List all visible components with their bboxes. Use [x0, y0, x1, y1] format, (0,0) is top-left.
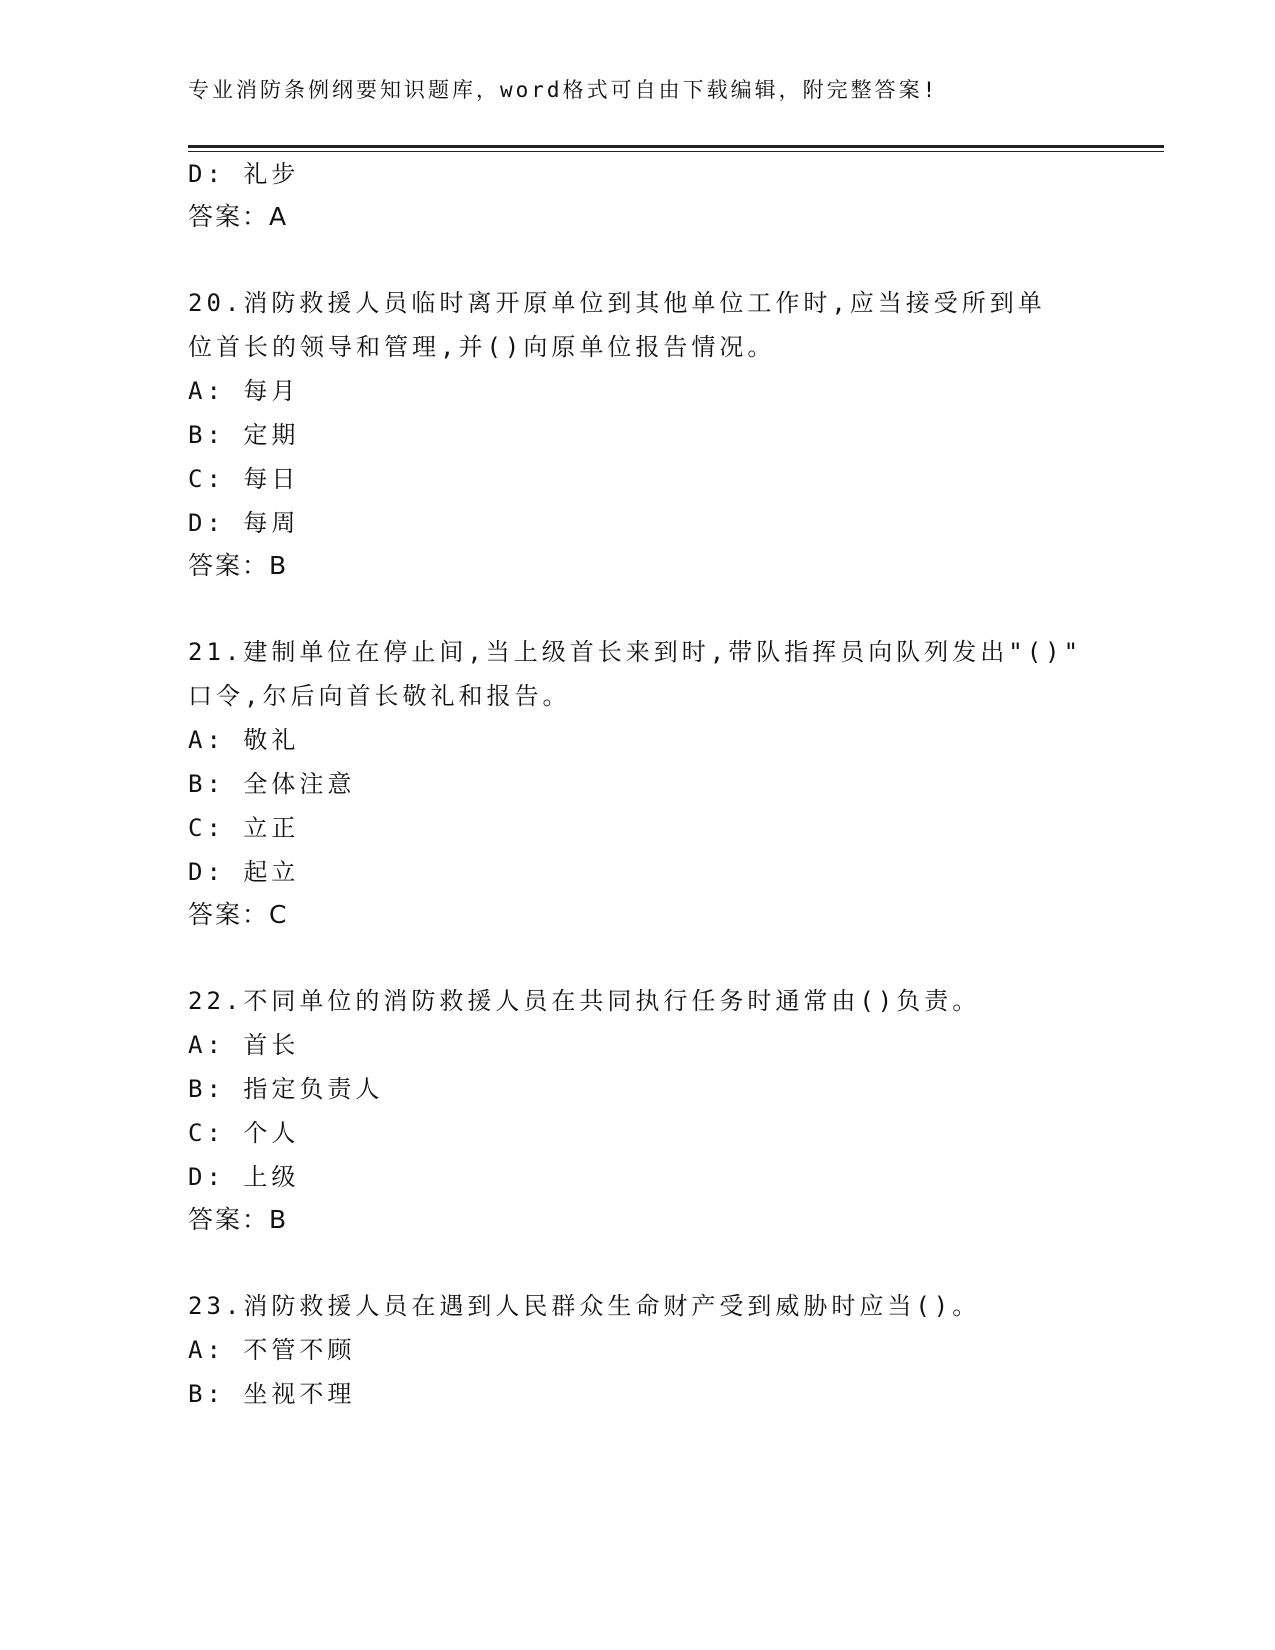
- option-line: D: 起立: [188, 858, 300, 886]
- option-line: C: 个人: [188, 1119, 300, 1147]
- header-rule-thick: [188, 145, 1164, 148]
- answer-line: 答案：C: [188, 900, 289, 929]
- document-header: 专业消防条例纲要知识题库，word格式可自由下载编辑，附完整答案!: [188, 78, 939, 102]
- answer-line: 答案：A: [188, 202, 289, 231]
- option-line: D: 礼步: [188, 160, 300, 188]
- question-line: 20.消防救援人员临时离开原单位到其他单位工作时,应当接受所到单: [188, 289, 1046, 317]
- option-line: A: 首长: [188, 1031, 300, 1059]
- question-line: 位首长的领导和管理,并()向原单位报告情况。: [188, 333, 776, 361]
- question-line: 23.消防救援人员在遇到人民群众生命财产受到威胁时应当()。: [188, 1292, 981, 1320]
- option-line: C: 每日: [188, 465, 300, 493]
- option-line: B: 定期: [188, 421, 300, 449]
- option-line: A: 每月: [188, 377, 300, 405]
- option-line: A: 敬礼: [188, 726, 300, 754]
- option-line: B: 指定负责人: [188, 1075, 384, 1103]
- answer-line: 答案：B: [188, 1205, 289, 1234]
- question-line: 21.建制单位在停止间,当上级首长来到时,带队指挥员向队列发出"()": [188, 638, 1083, 666]
- question-line: 口令,尔后向首长敬礼和报告。: [188, 682, 571, 710]
- option-line: D: 每周: [188, 509, 300, 537]
- answer-line: 答案：B: [188, 551, 289, 580]
- question-line: 22.不同单位的消防救援人员在共同执行任务时通常由()负责。: [188, 987, 981, 1015]
- option-line: C: 立正: [188, 814, 300, 842]
- option-line: B: 全体注意: [188, 770, 356, 798]
- option-line: D: 上级: [188, 1163, 300, 1191]
- header-rule-thin: [188, 151, 1164, 152]
- option-line: A: 不管不顾: [188, 1336, 356, 1364]
- option-line: B: 坐视不理: [188, 1380, 356, 1408]
